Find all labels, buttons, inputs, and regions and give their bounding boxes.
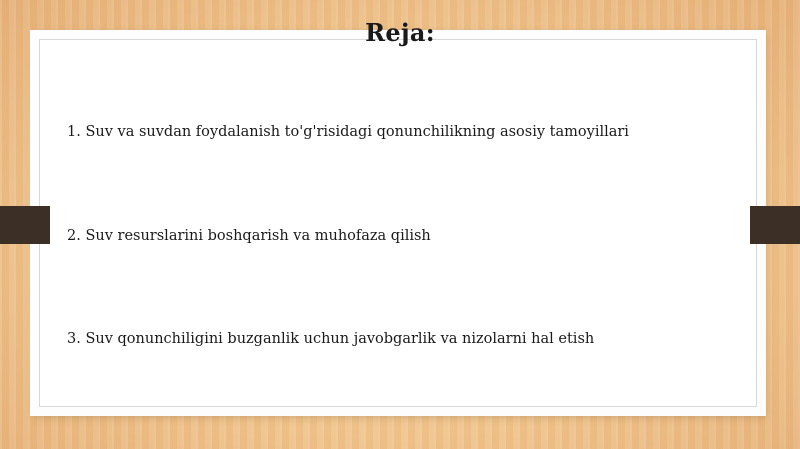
slide-paper <box>30 30 766 416</box>
plan-item-1: 1. Suv va suvdan foydalanish to'g'risidagi qonunchilikning asosiy tamoyillari <box>67 124 629 140</box>
slide-title: Reja: <box>365 18 435 47</box>
plan-item-2: 2. Suv resurslarini boshqarish va muhofaza qilish <box>67 228 431 244</box>
right-tab-decoration <box>750 206 800 244</box>
left-tab-decoration <box>0 206 50 244</box>
slide-paper-border <box>39 39 757 407</box>
plan-item-3: 3. Suv qonunchiligini buzganlik uchun javobgarlik va nizolarni hal etish <box>67 331 595 347</box>
